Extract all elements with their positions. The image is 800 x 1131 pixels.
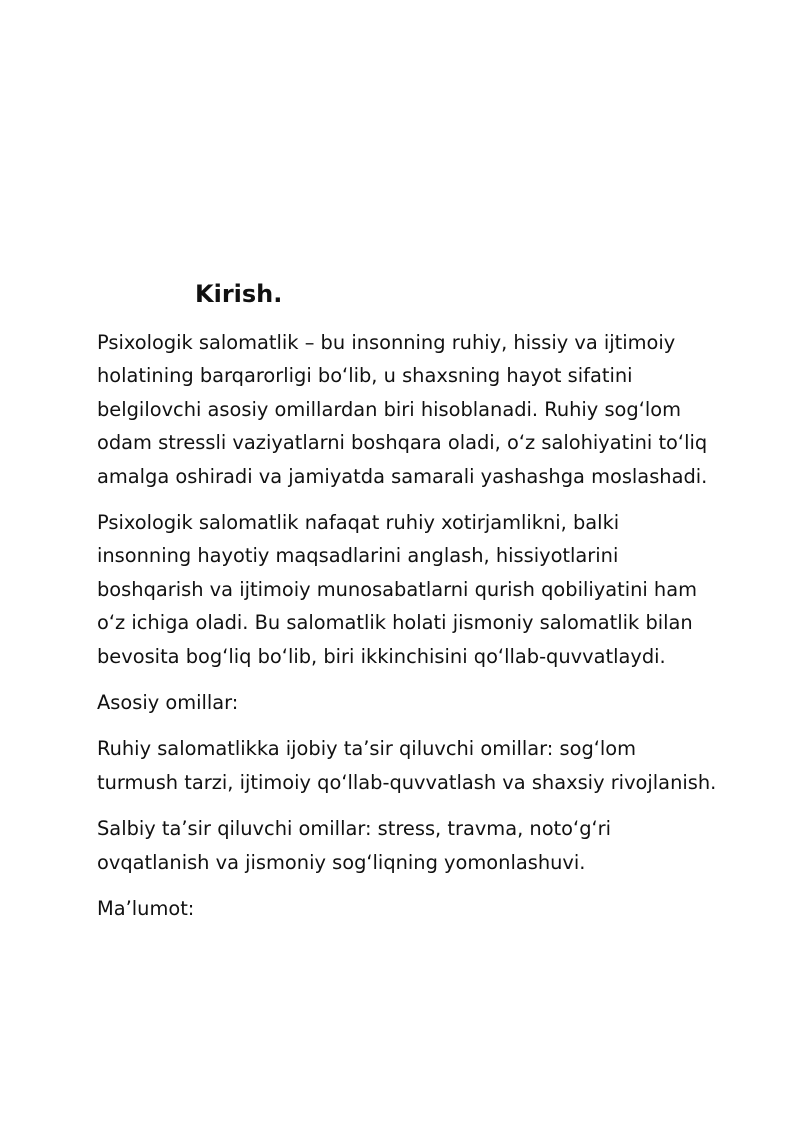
section-heading: Kirish. bbox=[195, 280, 283, 308]
paragraph-description: Psixologik salomatlik nafaqat ruhiy xotirjamlikni, balki insonning hayotiy maqsadlarini anglash, hissiyotlarini boshqarish va ijtimoiy munosabatlarni qurish qobiliyatini ham o‘z ichiga oladi. Bu salomatlik holati jismoniy salomatlik bilan bevosita bog‘liq bo‘lib, biri ikkinchisini qo‘llab-quvvatlaydi. bbox=[97, 511, 697, 668]
paragraph-information-label: Ma’lumot: bbox=[97, 897, 195, 921]
paragraph-main-factors-label: Asosiy omillar: bbox=[97, 691, 239, 715]
paragraph-negative-factors: Salbiy ta’sir qiluvchi omillar: stress, travma, noto‘g‘ri ovqatlanish va jismoniy sog‘liqning yomonlashuvi. bbox=[97, 817, 612, 874]
paragraph-intro: Psixologik salomatlik – bu insonning ruhiy, hissiy va ijtimoiy holatining barqarorligi bo‘lib, u shaxsning hayot sifatini belgilovchi asosiy omillardan biri hisoblanadi. Ruhiy sog‘lom odam stressli vaziyatlarni boshqara oladi, o‘z salohiyatini to‘liq amalga oshiradi va jamiyatda samarali yashashga moslashadi. bbox=[97, 331, 708, 488]
document-body bbox=[97, 326, 717, 939]
paragraph-positive-factors: Ruhiy salomatlikka ijobiy ta’sir qiluvchi omillar: sog‘lom turmush tarzi, ijtimoiy qo‘llab-quvvatlash va shaxsiy rivojlanish. bbox=[97, 737, 717, 794]
